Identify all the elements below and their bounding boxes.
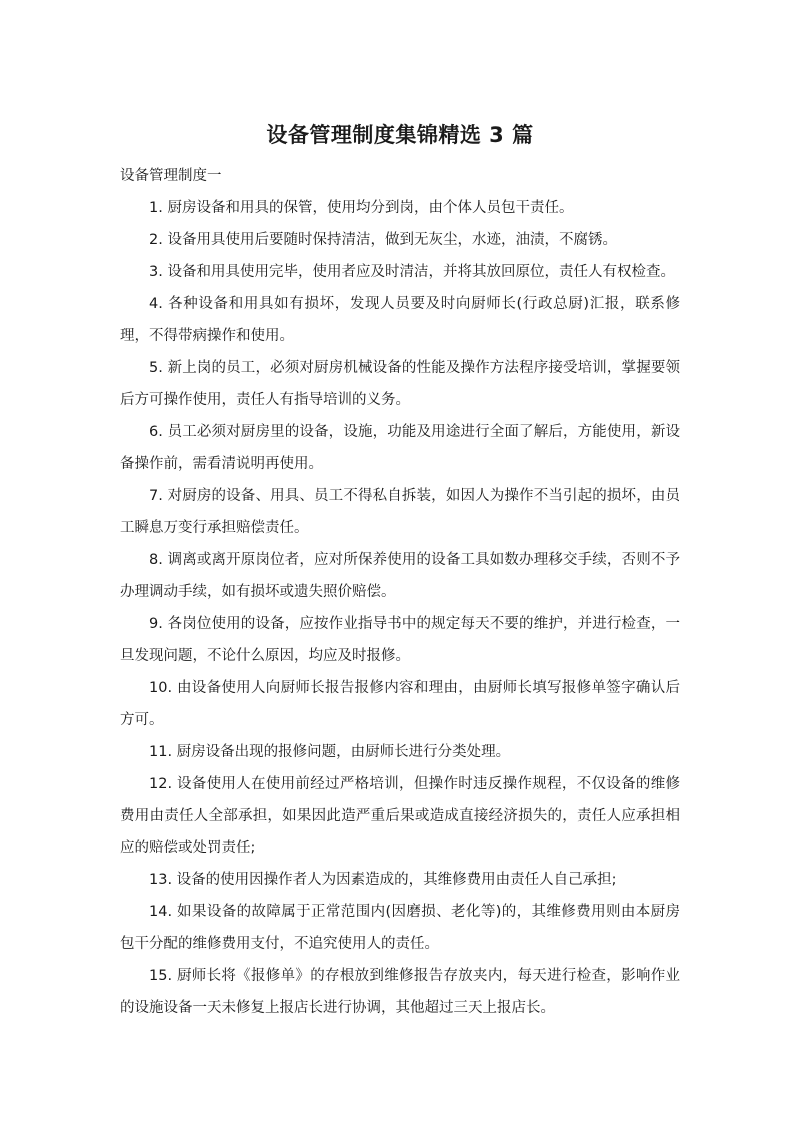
list-item: 1. 厨房设备和用具的保管，使用均分到岗，由个体人员包干责任。 bbox=[149, 200, 574, 216]
list-item: 8. 调离或离开原岗位者，应对所保养使用的设备工具如数办理移交手续，否则不予办理调动手续，如有损坏或遗失照价赔偿。 bbox=[120, 552, 680, 600]
list-item: 10. 由设备使用人向厨师长报告报修内容和理由，由厨师长填写报修单签字确认后方可。 bbox=[120, 680, 680, 728]
list-item: 3. 设备和用具使用完毕，使用者应及时清洁，并将其放回原位，责任人有权检查。 bbox=[149, 264, 675, 280]
list-item: 6. 员工必须对厨房里的设备，设施，功能及用途进行全面了解后，方能使用，新设备操作前，需看清说明再使用。 bbox=[120, 424, 680, 472]
list-item: 5. 新上岗的员工，必须对厨房机械设备的性能及操作方法程序接受培训，掌握要领后方可操作使用，责任人有指导培训的义务。 bbox=[120, 360, 680, 408]
list-item: 15. 厨师长将《报修单》的存根放到维修报告存放夹内，每天进行检查，影响作业的设施设备一天未修复上报店长进行协调，其他超过三天上报店长。 bbox=[120, 968, 680, 1016]
list-item: 9. 各岗位使用的设备，应按作业指导书中的规定每天不要的维护，并进行检查，一旦发现问题，不论什么原因，均应及时报修。 bbox=[120, 616, 680, 664]
list-item: 2. 设备用具使用后要随时保持清洁，做到无灰尘，水迹，油渍，不腐锈。 bbox=[149, 232, 617, 248]
list-item: 11. 厨房设备出现的报修问题，由厨师长进行分类处理。 bbox=[149, 744, 511, 760]
list-item: 12. 设备使用人在使用前经过严格培训，但操作时违反操作规程，不仅设备的维修费用由责任人全部承担，如果因此造严重后果或造成直接经济损失的，责任人应承担相应的赔偿或处罚责任; bbox=[120, 776, 680, 856]
document-body bbox=[120, 160, 680, 1024]
document-title: 设备管理制度集锦精选 3 篇 bbox=[266, 123, 534, 147]
list-item: 14. 如果设备的故障属于正常范围内(因磨损、老化等)的，其维修费用则由本厨房包干分配的维修费用支付，不追究使用人的责任。 bbox=[120, 904, 680, 952]
list-item: 4. 各种设备和用具如有损坏，发现人员要及时向厨师长(行政总厨)汇报，联系修理，不得带病操作和使用。 bbox=[120, 296, 680, 344]
section-heading: 设备管理制度一 bbox=[120, 168, 222, 184]
list-item: 7. 对厨房的设备、用具、员工不得私自拆装，如因人为操作不当引起的损坏，由员工瞬息万变行承担赔偿责任。 bbox=[120, 488, 680, 536]
list-item: 13. 设备的使用因操作者人为因素造成的，其维修费用由责任人自己承担; bbox=[149, 872, 617, 888]
